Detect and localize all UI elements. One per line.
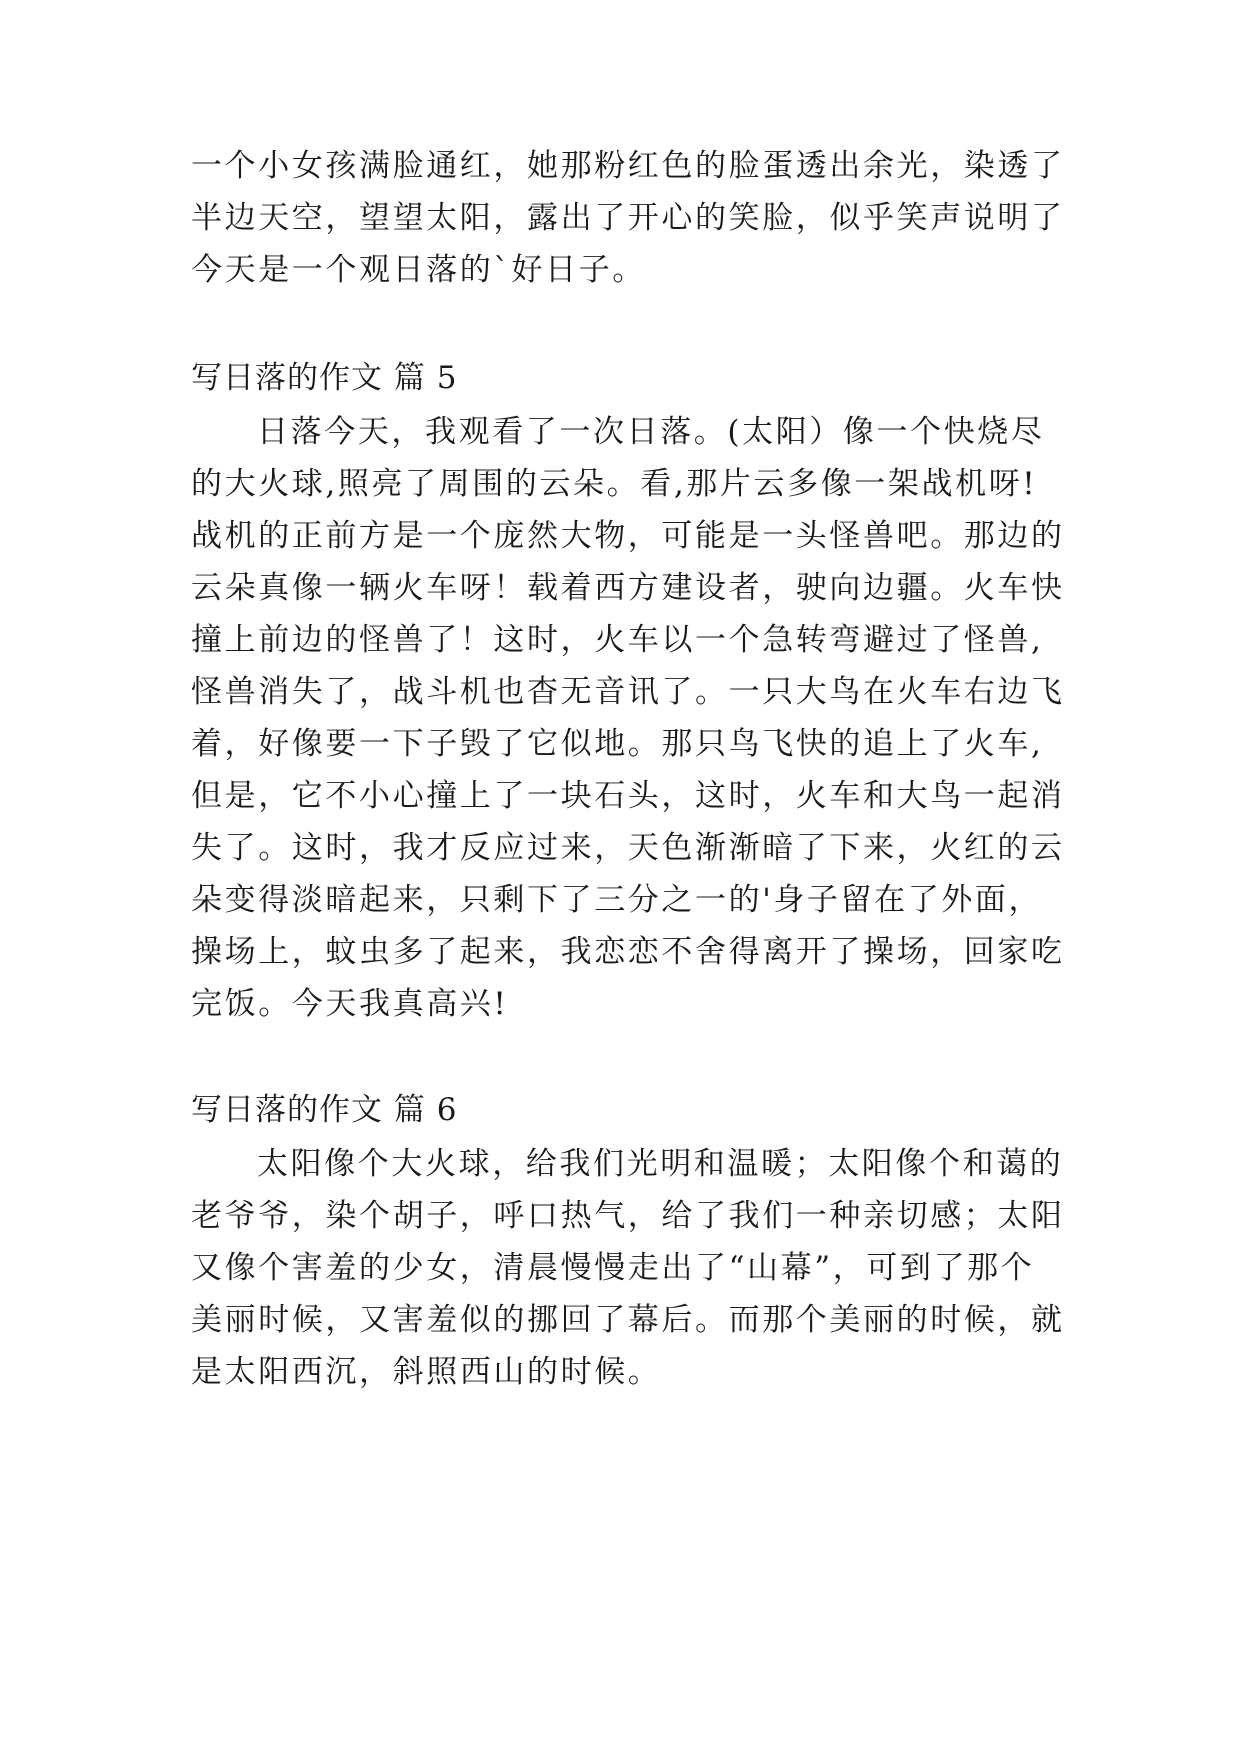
text-line: 老爷爷，染个胡子，呼口热气，给了我们一种亲切感；太阳 bbox=[191, 1198, 1065, 1234]
text-line: 太阳像个大火球，给我们光明和温暖；太阳像个和蔼的 bbox=[257, 1146, 1064, 1182]
text-line: 战机的正前方是一个庞然大物，可能是一头怪兽吧。那边的 bbox=[191, 518, 1065, 554]
text-line: 操场上，蚊虫多了起来，我恋恋不舍得离开了操场，回家吃 bbox=[191, 934, 1065, 970]
text-line: 云朵真像一辆火车呀！载着西方建设者，驶向边疆。火车快 bbox=[191, 570, 1065, 606]
text-line: 完饭。今天我真高兴! bbox=[191, 986, 509, 1022]
text-line: 又像个害羞的少女，清晨慢慢走出了“山幕”，可到了那个 bbox=[191, 1250, 1035, 1286]
text-line: 的大火球,照亮了周围的云朵。看,那片云多像一架战机呀! bbox=[191, 466, 1038, 502]
text-line: 一个小女孩满脸通红，她那粉红色的脸蛋透出余光，染透了 bbox=[191, 148, 1065, 184]
text-line: 日落今天，我观看了一次日落。(太阳）像一个快烧尽 bbox=[257, 414, 1045, 450]
section-heading: 写日落的作文 篇 5 bbox=[191, 360, 458, 396]
text-line: 半边天空，望望太阳，露出了开心的笑脸，似乎笑声说明了 bbox=[191, 200, 1065, 236]
text-line: 失了。这时，我才反应过来，天色渐渐暗了下来，火红的云 bbox=[191, 830, 1065, 866]
text-line: 美丽时候，又害羞似的挪回了幕后。而那个美丽的时候，就 bbox=[191, 1302, 1065, 1338]
text-line: 着，好像要一下子毁了它似地。那只鸟飞快的追上了火车, bbox=[191, 726, 1044, 762]
section-heading: 写日落的作文 篇 6 bbox=[191, 1092, 458, 1128]
text-line: 是太阳西沉，斜照西山的时候。 bbox=[191, 1354, 662, 1390]
text-line: 今天是一个观日落的`好日子。 bbox=[191, 252, 646, 288]
text-line: 但是，它不小心撞上了一块石头，这时，火车和大鸟一起消 bbox=[191, 778, 1065, 814]
text-line: 撞上前边的怪兽了！这时，火车以一个急转弯避过了怪兽, bbox=[191, 622, 1044, 658]
text-line: 怪兽消失了，战斗机也杳无音讯了。一只大鸟在火车右边飞 bbox=[191, 674, 1065, 710]
text-line: 朵变得淡暗起来，只剩下了三分之一的'身子留在了外面， bbox=[191, 882, 1043, 918]
